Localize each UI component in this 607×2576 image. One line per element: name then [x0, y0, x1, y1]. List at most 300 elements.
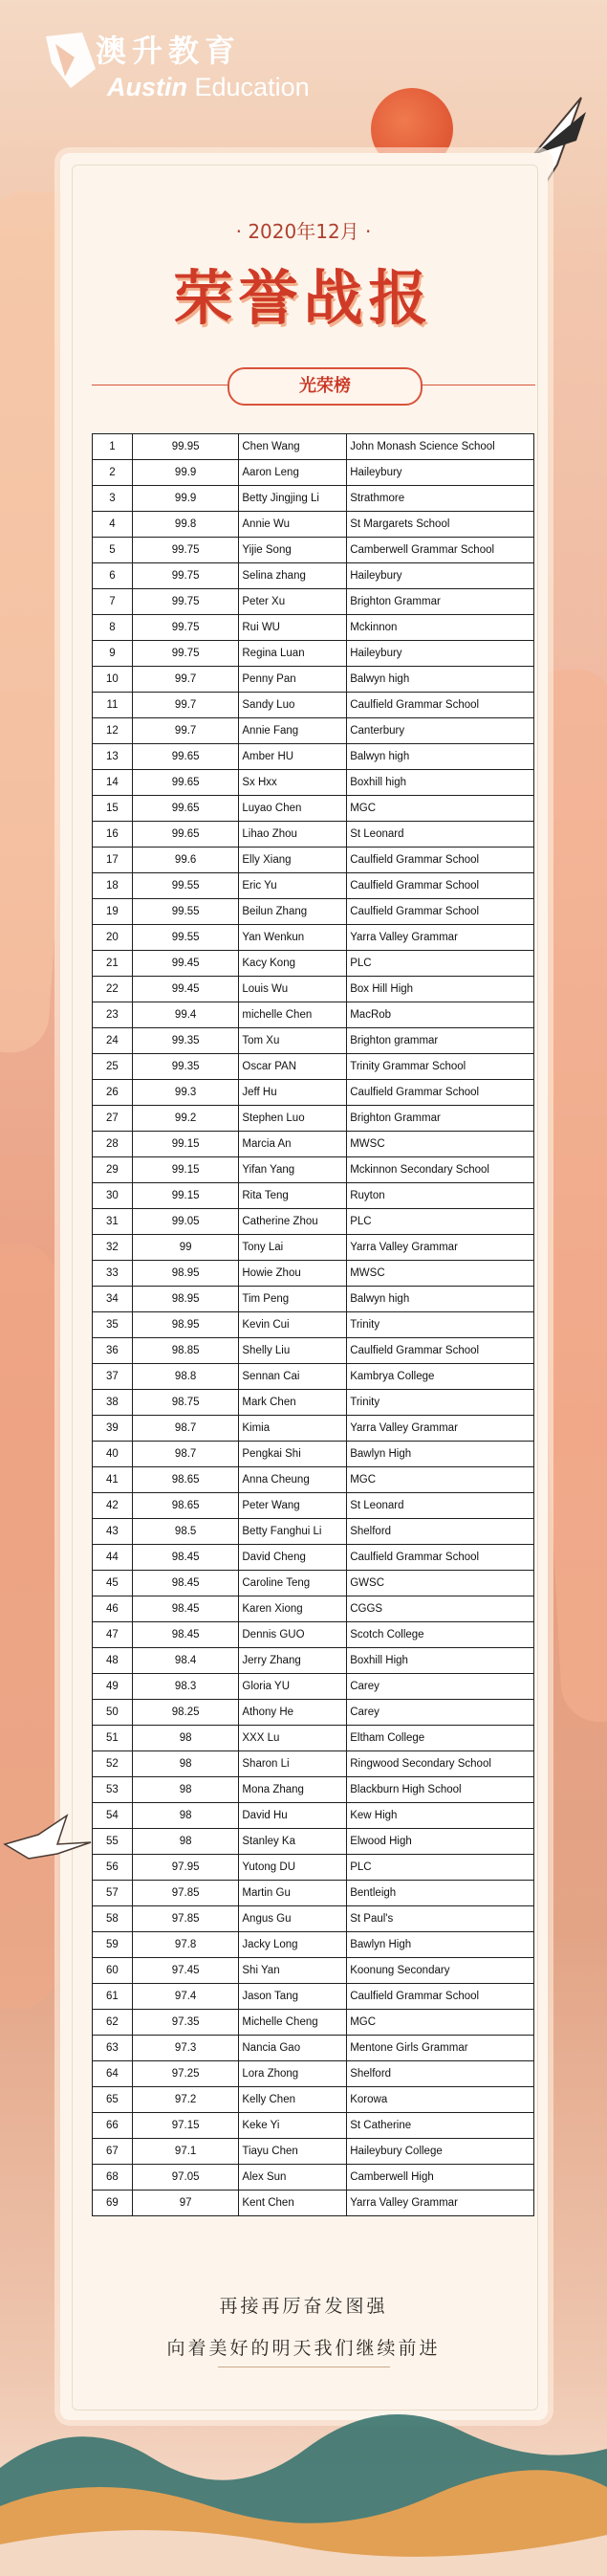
school-cell: Camberwell High — [347, 2165, 534, 2191]
rank-cell: 39 — [93, 1416, 133, 1442]
table-row — [93, 1674, 534, 1700]
score-cell: 98 — [132, 1829, 239, 1855]
name-cell: Luyao Chen — [239, 796, 347, 822]
rank-cell: 6 — [93, 563, 133, 589]
school-cell: Caulfield Grammar School — [347, 1545, 534, 1571]
table-row — [93, 667, 534, 693]
table-row — [93, 1571, 534, 1596]
name-cell: Mona Zhang — [239, 1777, 347, 1803]
rank-cell: 28 — [93, 1132, 133, 1157]
name-cell: Yijie Song — [239, 538, 347, 563]
crane-small-icon — [0, 1806, 96, 1873]
school-cell: MWSC — [347, 1261, 534, 1287]
rank-cell: 13 — [93, 744, 133, 770]
landscape-decoration — [0, 2391, 607, 2576]
name-cell: Penny Pan — [239, 667, 347, 693]
name-cell: Selina zhang — [239, 563, 347, 589]
score-cell: 99.45 — [132, 951, 239, 977]
school-cell: Caulfield Grammar School — [347, 899, 534, 925]
score-cell: 98.45 — [132, 1571, 239, 1596]
score-cell: 98.75 — [132, 1390, 239, 1416]
name-cell: Kimia — [239, 1416, 347, 1442]
name-cell: Aaron Leng — [239, 460, 347, 486]
rank-cell: 10 — [93, 667, 133, 693]
table-row — [93, 434, 534, 460]
table-row — [93, 1364, 534, 1390]
score-cell: 99 — [132, 1235, 239, 1261]
school-cell: MacRob — [347, 1002, 534, 1028]
table-row — [93, 873, 534, 899]
school-cell: Trinity — [347, 1390, 534, 1416]
table-row — [93, 718, 534, 744]
table-row — [93, 1183, 534, 1209]
rank-cell: 11 — [93, 693, 133, 718]
score-cell: 99.6 — [132, 848, 239, 873]
table-row — [93, 2113, 534, 2139]
name-cell: Kelly Chen — [239, 2087, 347, 2113]
score-cell: 97 — [132, 2191, 239, 2216]
score-cell: 98.95 — [132, 1261, 239, 1287]
bg-stripe — [0, 1244, 57, 2009]
school-cell: Trinity — [347, 1312, 534, 1338]
school-cell: Koonung Secondary — [347, 1958, 534, 1984]
table-row — [93, 1493, 534, 1519]
rank-cell: 66 — [93, 2113, 133, 2139]
rank-cell: 62 — [93, 2010, 133, 2036]
table-row — [93, 1803, 534, 1829]
school-cell: Shelford — [347, 2061, 534, 2087]
school-cell: GWSC — [347, 1571, 534, 1596]
name-cell: Betty Jingjing Li — [239, 486, 347, 512]
table-row — [93, 1338, 534, 1364]
school-cell: Yarra Valley Grammar — [347, 2191, 534, 2216]
rank-cell: 43 — [93, 1519, 133, 1545]
school-cell: Boxhill High — [347, 1648, 534, 1674]
table-row — [93, 486, 534, 512]
table-row — [93, 512, 534, 538]
rank-cell: 57 — [93, 1881, 133, 1906]
table-row — [93, 925, 534, 951]
rank-cell: 18 — [93, 873, 133, 899]
rank-cell: 52 — [93, 1751, 133, 1777]
rank-cell: 65 — [93, 2087, 133, 2113]
score-cell: 99.15 — [132, 1132, 239, 1157]
slogan-line-1: 再接再厉奋发图强 — [219, 2296, 388, 2317]
name-cell: Betty Fanghui Li — [239, 1519, 347, 1545]
name-cell: Yan Wenkun — [239, 925, 347, 951]
school-cell: MGC — [347, 2010, 534, 2036]
school-cell: PLC — [347, 1855, 534, 1881]
rank-cell: 40 — [93, 1442, 133, 1467]
rank-cell: 60 — [93, 1958, 133, 1984]
school-cell: Caulfield Grammar School — [347, 693, 534, 718]
rank-cell: 30 — [93, 1183, 133, 1209]
name-cell: Sennan Cai — [239, 1364, 347, 1390]
table-row — [93, 1235, 534, 1261]
score-cell: 98 — [132, 1803, 239, 1829]
name-cell: Louis Wu — [239, 977, 347, 1002]
table-row — [93, 1726, 534, 1751]
score-cell: 99.65 — [132, 822, 239, 848]
school-cell: Canterbury — [347, 718, 534, 744]
name-cell: Alex Sun — [239, 2165, 347, 2191]
table-row — [93, 2010, 534, 2036]
school-cell: PLC — [347, 1209, 534, 1235]
table-row — [93, 1080, 534, 1106]
score-cell: 99.9 — [132, 486, 239, 512]
school-cell: MWSC — [347, 1132, 534, 1157]
score-cell: 98.3 — [132, 1674, 239, 1700]
rank-cell: 3 — [93, 486, 133, 512]
school-cell: Scotch College — [347, 1622, 534, 1648]
table-row — [93, 1132, 534, 1157]
school-cell: Mckinnon Secondary School — [347, 1157, 534, 1183]
rank-cell: 67 — [93, 2139, 133, 2165]
school-cell: Haileybury — [347, 460, 534, 486]
rank-cell: 24 — [93, 1028, 133, 1054]
school-cell: Haileybury — [347, 641, 534, 667]
rank-cell: 41 — [93, 1467, 133, 1493]
name-cell: Yutong DU — [239, 1855, 347, 1881]
school-cell: PLC — [347, 951, 534, 977]
table-row — [93, 977, 534, 1002]
table-row — [93, 822, 534, 848]
score-cell: 99.7 — [132, 693, 239, 718]
rank-cell: 64 — [93, 2061, 133, 2087]
table-row — [93, 1829, 534, 1855]
name-cell: Regina Luan — [239, 641, 347, 667]
table-row — [93, 848, 534, 873]
rank-cell: 47 — [93, 1622, 133, 1648]
school-cell: Haileybury College — [347, 2139, 534, 2165]
score-cell: 99.95 — [132, 434, 239, 460]
score-cell: 99.35 — [132, 1028, 239, 1054]
name-cell: Lihao Zhou — [239, 822, 347, 848]
name-cell: Sandy Luo — [239, 693, 347, 718]
score-cell: 99.15 — [132, 1157, 239, 1183]
score-cell: 99.7 — [132, 718, 239, 744]
score-cell: 98.95 — [132, 1312, 239, 1338]
table-row — [93, 1209, 534, 1235]
rank-cell: 58 — [93, 1906, 133, 1932]
school-cell: Trinity Grammar School — [347, 1054, 534, 1080]
score-cell: 97.95 — [132, 1855, 239, 1881]
rank-cell: 42 — [93, 1493, 133, 1519]
name-cell: Caroline Teng — [239, 1571, 347, 1596]
school-cell: Strathmore — [347, 486, 534, 512]
name-cell: Shelly Liu — [239, 1338, 347, 1364]
table-row — [93, 1777, 534, 1803]
school-cell: MGC — [347, 1467, 534, 1493]
score-cell: 97.85 — [132, 1906, 239, 1932]
school-cell: Bawlyn High — [347, 1932, 534, 1958]
table-row — [93, 460, 534, 486]
rank-cell: 36 — [93, 1338, 133, 1364]
table-row — [93, 1519, 534, 1545]
school-cell: Boxhill high — [347, 770, 534, 796]
name-cell: Elly Xiang — [239, 848, 347, 873]
score-cell: 99.55 — [132, 873, 239, 899]
table-row — [93, 1751, 534, 1777]
score-cell: 98.65 — [132, 1493, 239, 1519]
rank-cell: 34 — [93, 1287, 133, 1312]
score-cell: 97.8 — [132, 1932, 239, 1958]
name-cell: michelle Chen — [239, 1002, 347, 1028]
rank-cell: 21 — [93, 951, 133, 977]
ranking-table-body — [93, 434, 534, 2216]
name-cell: Peter Wang — [239, 1493, 347, 1519]
table-row — [93, 2139, 534, 2165]
table-row — [93, 951, 534, 977]
school-cell: Haileybury — [347, 563, 534, 589]
rank-cell: 2 — [93, 460, 133, 486]
rank-cell: 37 — [93, 1364, 133, 1390]
school-cell: Caulfield Grammar School — [347, 873, 534, 899]
table-row — [93, 615, 534, 641]
table-row — [93, 1261, 534, 1287]
score-cell: 98.45 — [132, 1596, 239, 1622]
score-cell: 99.8 — [132, 512, 239, 538]
name-cell: Marcia An — [239, 1132, 347, 1157]
score-cell: 99.3 — [132, 1080, 239, 1106]
score-cell: 98.45 — [132, 1545, 239, 1571]
table-row — [93, 1881, 534, 1906]
name-cell: Stanley Ka — [239, 1829, 347, 1855]
school-cell: Bentleigh — [347, 1881, 534, 1906]
score-cell: 98.5 — [132, 1519, 239, 1545]
rank-cell: 49 — [93, 1674, 133, 1700]
brand-name-en — [107, 73, 310, 102]
school-cell: St Leonard — [347, 1493, 534, 1519]
table-row — [93, 899, 534, 925]
table-row — [93, 1287, 534, 1312]
table-row — [93, 1932, 534, 1958]
table-row — [93, 1596, 534, 1622]
rank-cell: 15 — [93, 796, 133, 822]
name-cell: Howie Zhou — [239, 1261, 347, 1287]
score-cell: 99.35 — [132, 1054, 239, 1080]
score-cell: 99.4 — [132, 1002, 239, 1028]
name-cell: Tim Peng — [239, 1287, 347, 1312]
honor-roll-ribbon — [228, 367, 423, 406]
name-cell: Martin Gu — [239, 1881, 347, 1906]
name-cell: Tiayu Chen — [239, 2139, 347, 2165]
school-cell: Blackburn High School — [347, 1777, 534, 1803]
table-row — [93, 1312, 534, 1338]
score-cell: 99.9 — [132, 460, 239, 486]
score-cell: 97.85 — [132, 1881, 239, 1906]
name-cell: Yifan Yang — [239, 1157, 347, 1183]
name-cell: Sharon Li — [239, 1751, 347, 1777]
score-cell: 99.45 — [132, 977, 239, 1002]
school-cell: Caulfield Grammar School — [347, 1984, 534, 2010]
table-row — [93, 1855, 534, 1881]
name-cell: Catherine Zhou — [239, 1209, 347, 1235]
score-cell: 98.7 — [132, 1416, 239, 1442]
name-cell: Michelle Cheng — [239, 2010, 347, 2036]
school-cell: Brighton Grammar — [347, 589, 534, 615]
ribbon-label: 光荣榜 — [299, 376, 351, 396]
table-row — [93, 641, 534, 667]
score-cell: 97.25 — [132, 2061, 239, 2087]
score-cell: 99.65 — [132, 796, 239, 822]
name-cell: Tony Lai — [239, 1235, 347, 1261]
table-row — [93, 1442, 534, 1467]
name-cell: XXX Lu — [239, 1726, 347, 1751]
school-cell: Shelford — [347, 1519, 534, 1545]
name-cell: Stephen Luo — [239, 1106, 347, 1132]
rank-cell: 50 — [93, 1700, 133, 1726]
score-cell: 98.25 — [132, 1700, 239, 1726]
rank-cell: 23 — [93, 1002, 133, 1028]
school-cell: Carey — [347, 1700, 534, 1726]
name-cell: Beilun Zhang — [239, 899, 347, 925]
rank-cell: 16 — [93, 822, 133, 848]
rank-cell: 14 — [93, 770, 133, 796]
score-cell: 98.85 — [132, 1338, 239, 1364]
score-cell: 98.95 — [132, 1287, 239, 1312]
table-row — [93, 2191, 534, 2216]
score-cell: 99.7 — [132, 667, 239, 693]
score-cell: 98.7 — [132, 1442, 239, 1467]
table-row — [93, 796, 534, 822]
school-cell: Box Hill High — [347, 977, 534, 1002]
report-month: · 2020年12月 · — [235, 220, 372, 243]
school-cell: Camberwell Grammar School — [347, 538, 534, 563]
school-cell: St Paul's — [347, 1906, 534, 1932]
rank-cell: 32 — [93, 1235, 133, 1261]
table-row — [93, 538, 534, 563]
school-cell: Kew High — [347, 1803, 534, 1829]
name-cell: Jeff Hu — [239, 1080, 347, 1106]
rank-cell: 56 — [93, 1855, 133, 1881]
score-cell: 98 — [132, 1751, 239, 1777]
score-cell: 99.75 — [132, 641, 239, 667]
name-cell: Kent Chen — [239, 2191, 347, 2216]
name-cell: Sx Hxx — [239, 770, 347, 796]
table-row — [93, 1467, 534, 1493]
score-cell: 98.4 — [132, 1648, 239, 1674]
rank-cell: 8 — [93, 615, 133, 641]
table-row — [93, 770, 534, 796]
school-cell: Balwyn high — [347, 744, 534, 770]
table-row — [93, 1416, 534, 1442]
score-cell: 97.45 — [132, 1958, 239, 1984]
name-cell: Oscar PAN — [239, 1054, 347, 1080]
school-cell: Brighton Grammar — [347, 1106, 534, 1132]
school-cell: Caulfield Grammar School — [347, 848, 534, 873]
rank-cell: 12 — [93, 718, 133, 744]
rank-cell: 55 — [93, 1829, 133, 1855]
school-cell: Mckinnon — [347, 615, 534, 641]
page-title: 荣誉战报 — [173, 263, 434, 333]
rank-cell: 22 — [93, 977, 133, 1002]
school-cell: Brighton grammar — [347, 1028, 534, 1054]
name-cell: Mark Chen — [239, 1390, 347, 1416]
score-cell: 97.15 — [132, 2113, 239, 2139]
score-cell: 97.05 — [132, 2165, 239, 2191]
name-cell: Annie Wu — [239, 512, 347, 538]
school-cell: Yarra Valley Grammar — [347, 925, 534, 951]
table-row — [93, 744, 534, 770]
name-cell: Rita Teng — [239, 1183, 347, 1209]
brand-name-en-2: Education — [194, 73, 310, 101]
school-cell: Ruyton — [347, 1183, 534, 1209]
table-row — [93, 1958, 534, 1984]
name-cell: Shi Yan — [239, 1958, 347, 1984]
rank-cell: 7 — [93, 589, 133, 615]
rank-cell: 68 — [93, 2165, 133, 2191]
name-cell: Anna Cheung — [239, 1467, 347, 1493]
name-cell: Kacy Kong — [239, 951, 347, 977]
name-cell: Peter Xu — [239, 589, 347, 615]
table-row — [93, 1054, 534, 1080]
rank-cell: 31 — [93, 1209, 133, 1235]
table-row — [93, 2087, 534, 2113]
name-cell: Dennis GUO — [239, 1622, 347, 1648]
name-cell: Keke Yi — [239, 2113, 347, 2139]
table-row — [93, 1106, 534, 1132]
score-cell: 99.75 — [132, 589, 239, 615]
rank-cell: 17 — [93, 848, 133, 873]
rank-cell: 19 — [93, 899, 133, 925]
score-cell: 99.05 — [132, 1209, 239, 1235]
name-cell: Nancia Gao — [239, 2036, 347, 2061]
name-cell: Annie Fang — [239, 718, 347, 744]
score-cell: 97.35 — [132, 2010, 239, 2036]
name-cell: Eric Yu — [239, 873, 347, 899]
school-cell: St Catherine — [347, 2113, 534, 2139]
name-cell: Lora Zhong — [239, 2061, 347, 2087]
school-cell: Caulfield Grammar School — [347, 1080, 534, 1106]
name-cell: Pengkai Shi — [239, 1442, 347, 1467]
table-row — [93, 2061, 534, 2087]
name-cell: David Cheng — [239, 1545, 347, 1571]
rank-cell: 46 — [93, 1596, 133, 1622]
score-cell: 97.4 — [132, 1984, 239, 2010]
rank-cell: 38 — [93, 1390, 133, 1416]
school-cell: Caulfield Grammar School — [347, 1338, 534, 1364]
score-cell: 99.2 — [132, 1106, 239, 1132]
rank-cell: 29 — [93, 1157, 133, 1183]
name-cell: Kevin Cui — [239, 1312, 347, 1338]
school-cell: Ringwood Secondary School — [347, 1751, 534, 1777]
table-row — [93, 1906, 534, 1932]
school-cell: MGC — [347, 796, 534, 822]
rank-cell: 45 — [93, 1571, 133, 1596]
score-cell: 98.8 — [132, 1364, 239, 1390]
name-cell: Tom Xu — [239, 1028, 347, 1054]
school-cell: Mentone Girls Grammar — [347, 2036, 534, 2061]
name-cell: David Hu — [239, 1803, 347, 1829]
name-cell: Gloria YU — [239, 1674, 347, 1700]
score-cell: 99.55 — [132, 925, 239, 951]
rank-cell: 1 — [93, 434, 133, 460]
name-cell: Jason Tang — [239, 1984, 347, 2010]
table-row — [93, 1157, 534, 1183]
school-cell: John Monash Science School — [347, 434, 534, 460]
rank-cell: 63 — [93, 2036, 133, 2061]
rank-cell: 26 — [93, 1080, 133, 1106]
slogan-line-2: 向着美好的明天我们继续前进 — [166, 2338, 441, 2359]
table-row — [93, 1648, 534, 1674]
school-cell: Yarra Valley Grammar — [347, 1235, 534, 1261]
score-cell: 98 — [132, 1726, 239, 1751]
score-cell: 98.65 — [132, 1467, 239, 1493]
rank-cell: 48 — [93, 1648, 133, 1674]
table-row — [93, 563, 534, 589]
school-cell: Eltham College — [347, 1726, 534, 1751]
